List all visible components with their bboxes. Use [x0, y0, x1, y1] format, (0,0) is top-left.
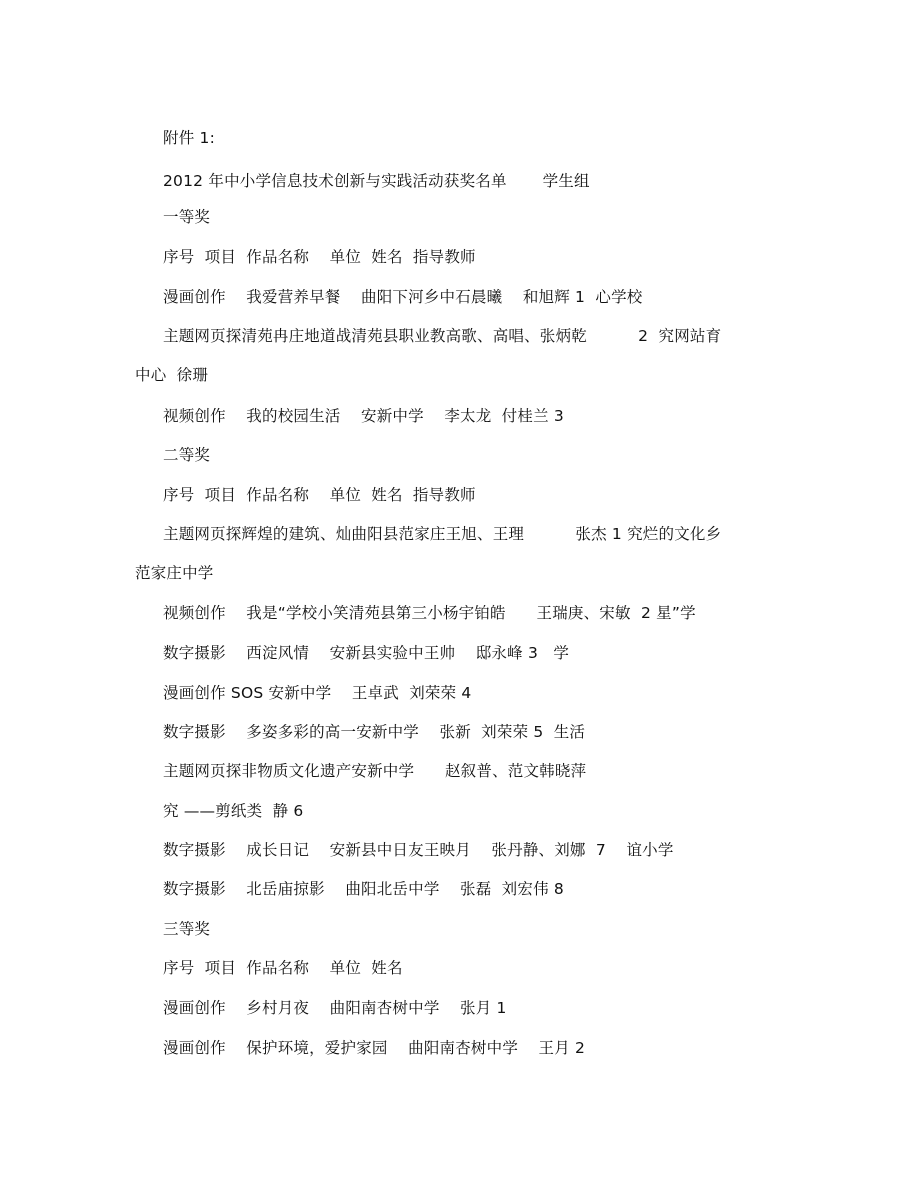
list-item: 数字摄影 成长日记 安新县中日友王映月 张丹静、刘娜 7 谊小学	[163, 841, 674, 859]
third-prize-heading: 三等奖	[163, 920, 211, 938]
table-header: 序号 项目 作品名称 单位 姓名 指导教师	[163, 486, 476, 504]
list-item: 漫画创作 保护环境，爱护家园 曲阳南杏树中学 王月 2	[163, 1039, 586, 1057]
list-item-continuation: 范家庄中学	[135, 564, 214, 582]
list-item: 数字摄影 北岳庙掠影 曲阳北岳中学 张磊 刘宏伟 8	[163, 880, 564, 898]
list-item: 漫画创作 乡村月夜 曲阳南杏树中学 张月 1	[163, 999, 507, 1017]
list-item: 视频创作 我是“学校小笑清苑县第三小杨宇铂皓 王瑞庚、宋敏 2 星”学	[163, 604, 696, 622]
document-title: 2012 年中小学信息技术创新与实践活动获奖名单 学生组	[163, 172, 590, 190]
list-item-continuation: 究 ——剪纸类 静 6	[163, 802, 304, 820]
list-item: 漫画创作 SOS 安新中学 王卓武 刘荣荣 4	[163, 684, 472, 702]
list-item-continuation: 中心 徐珊	[135, 366, 209, 384]
list-item: 视频创作 我的校园生活 安新中学 李太龙 付桂兰 3	[163, 407, 564, 425]
list-item: 漫画创作 我爱营养早餐 曲阳下河乡中石晨曦 和旭辉 1 心学校	[163, 288, 643, 306]
first-prize-heading: 一等奖	[163, 208, 211, 226]
table-header: 序号 项目 作品名称 单位 姓名 指导教师	[163, 248, 476, 266]
list-item: 主题网页探辉煌的建筑、灿曲阳县范家庄王旭、王理 张杰 1 究烂的文化乡	[163, 525, 722, 543]
list-item: 主题网页探清苑冉庄地道战清苑县职业教高歌、高唱、张炳乾 2 究网站育	[163, 327, 722, 345]
attachment-label: 附件 1:	[163, 129, 216, 147]
second-prize-heading: 二等奖	[163, 446, 211, 464]
table-header: 序号 项目 作品名称 单位 姓名	[163, 959, 403, 977]
list-item: 主题网页探非物质文化遗产安新中学 赵叙普、范文韩晓萍	[163, 762, 587, 780]
list-item: 数字摄影 多姿多彩的高一安新中学 张新 刘荣荣 5 生活	[163, 723, 586, 741]
list-item: 数字摄影 西淀风情 安新县实验中王帅 邸永峰 3 学	[163, 644, 570, 662]
